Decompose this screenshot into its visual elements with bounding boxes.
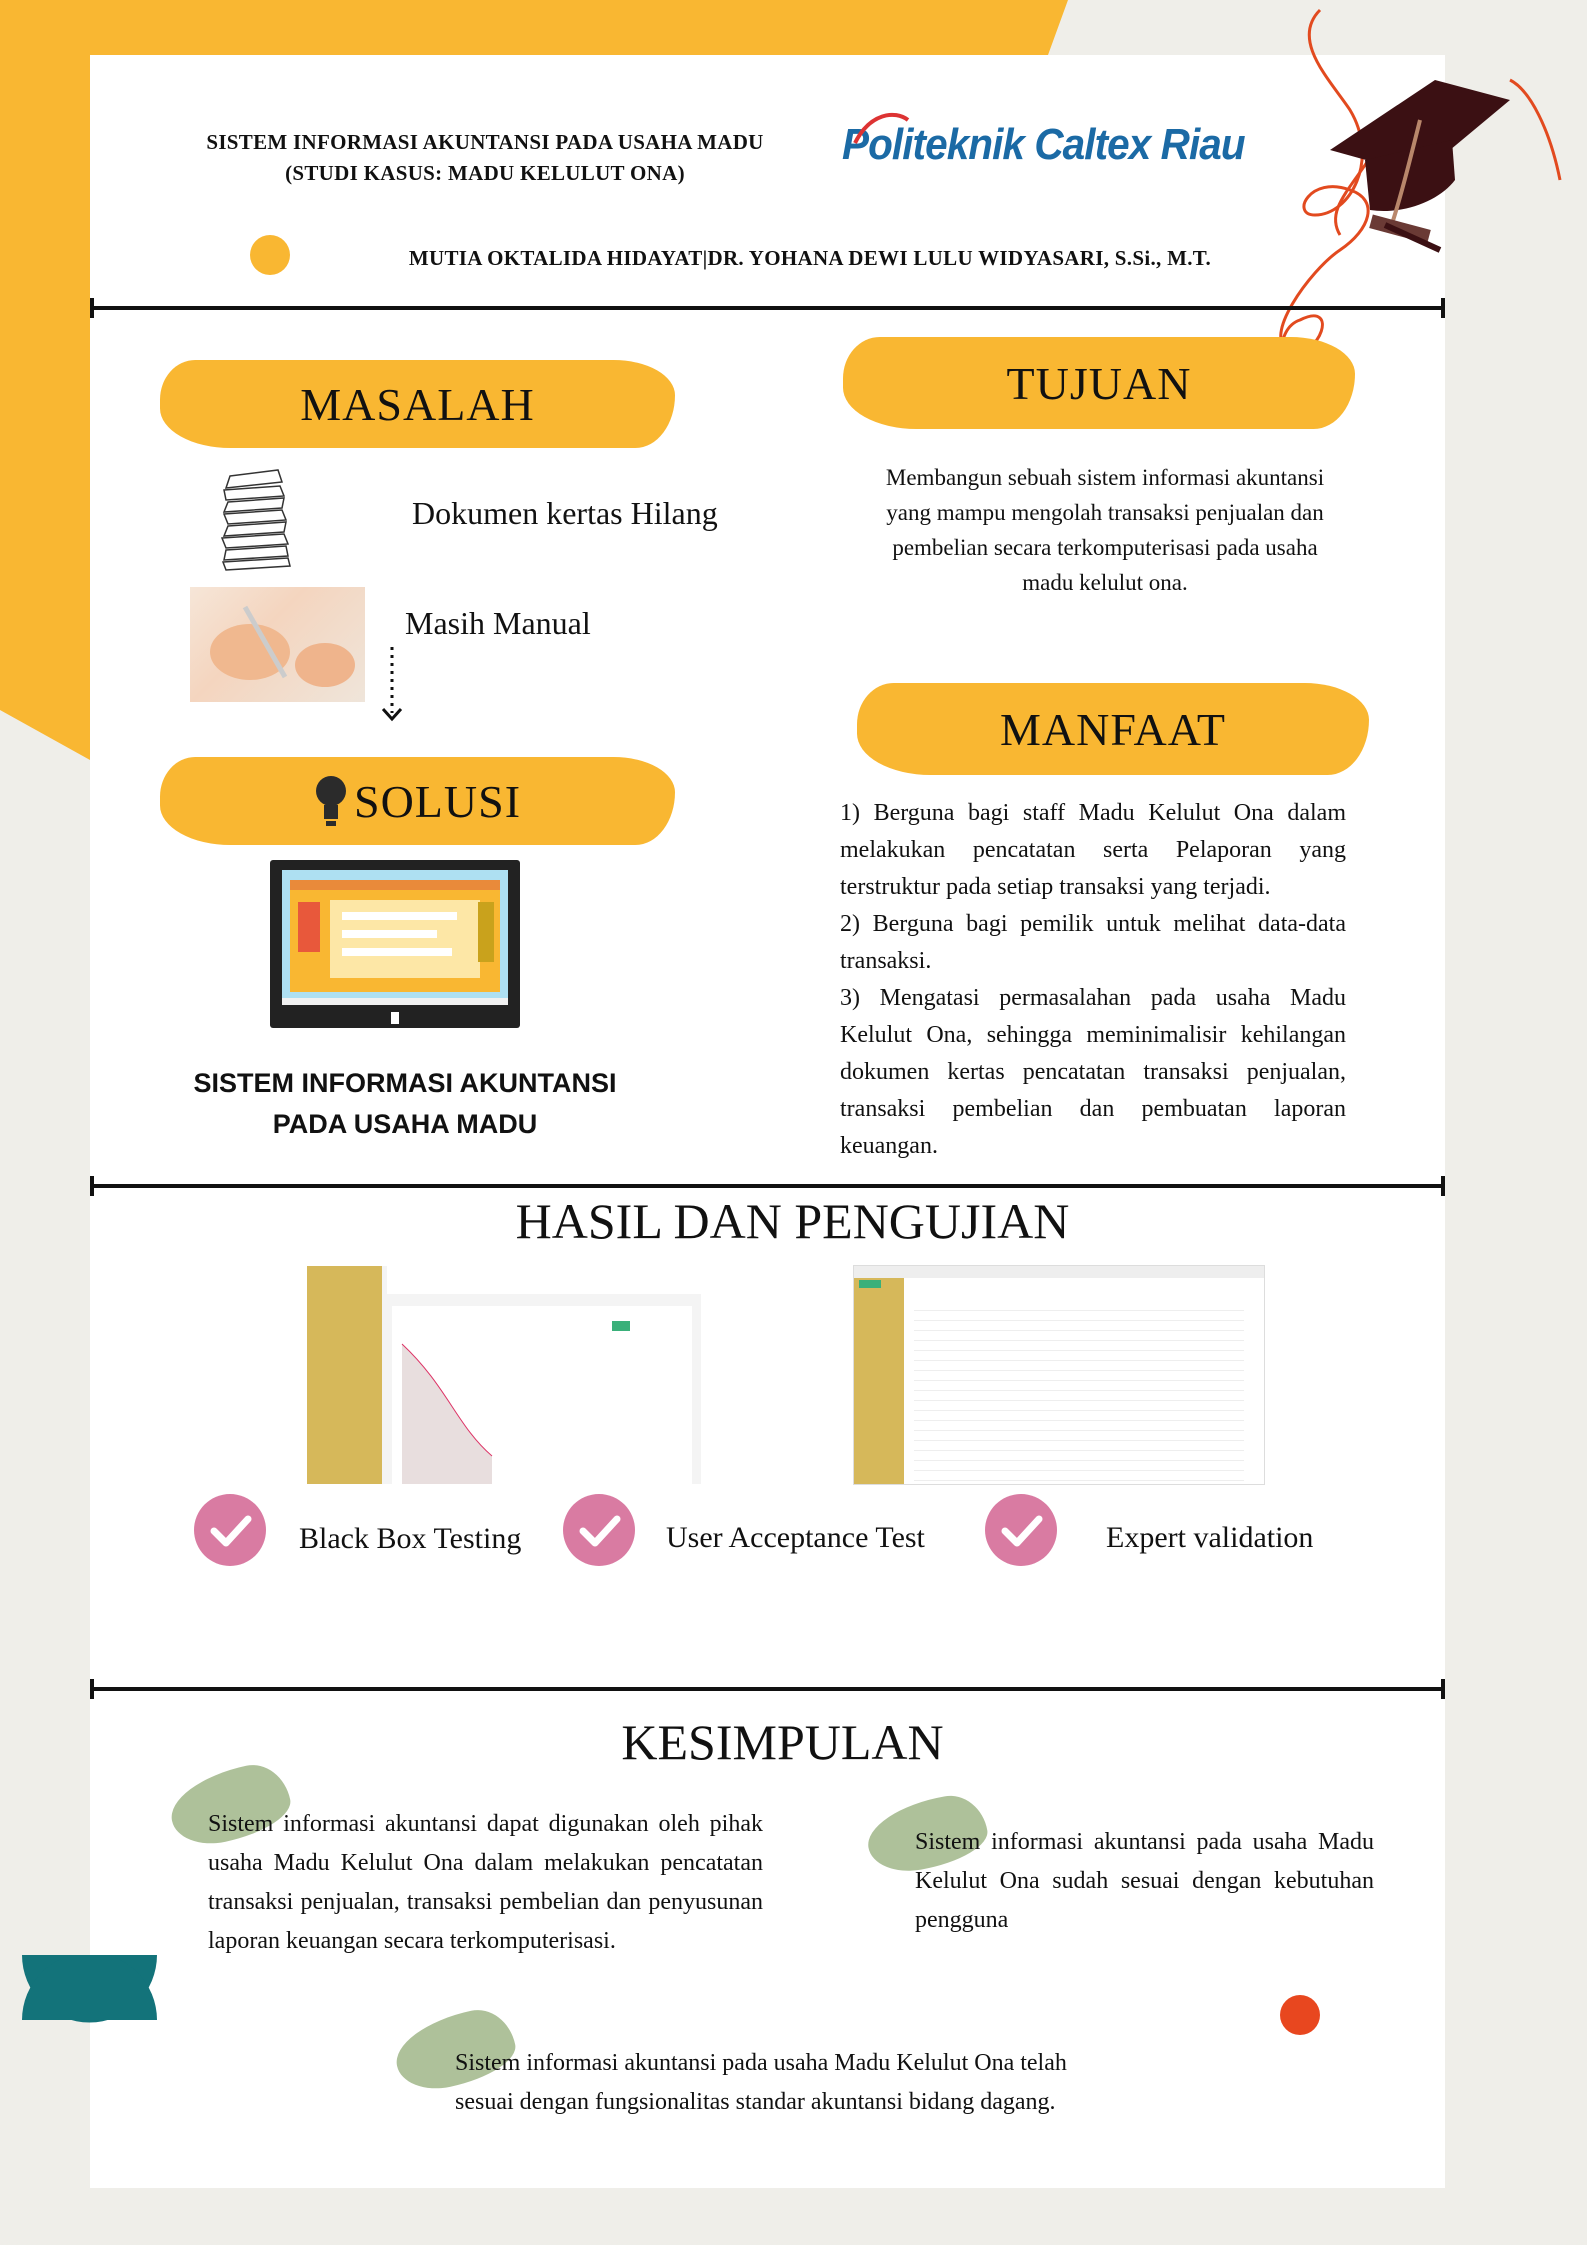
arrow-down-icon — [380, 645, 404, 725]
check-icon-3 — [985, 1494, 1057, 1566]
solusi-caption-line-2: PADA USAHA MADU — [272, 1109, 538, 1139]
tujuan-heading: TUJUAN — [843, 337, 1355, 429]
poster-title — [160, 130, 810, 186]
solusi-caption — [150, 1063, 660, 1145]
title-line-1: SISTEM INFORMASI AKUNTANSI PADA USAHA MADU — [206, 130, 764, 154]
tujuan-text — [845, 460, 1365, 600]
manfaat-text — [840, 795, 1346, 1165]
paper-stack-icon — [218, 462, 298, 572]
divider-middle — [90, 1184, 1445, 1188]
kesimpulan-point-1: Sistem informasi akuntansi dapat digunakan oleh pihak usaha Madu Kelulut Ona dalam melakukan pencatatan transaksi penjualan, transaksi pembelian dan penyusunan laporan keuangan secara terkomputerisasi. — [208, 1811, 763, 1954]
lightbulb-icon — [314, 771, 348, 831]
masalah-item-1: Dokumen kertas Hilang — [412, 495, 718, 531]
authors: MUTIA OKTALIDA HIDAYAT|DR. YOHANA DEWI LULU WIDYASARI, S.Si., M.T. — [408, 246, 1212, 270]
red-dot — [1280, 1995, 1320, 2035]
computer-monitor-icon — [270, 860, 520, 1028]
teal-half-circles — [22, 1955, 159, 2090]
kesimpulan-point-3-line-1: Sistem informasi akuntansi pada usaha Madu Kelulut Ona telah — [455, 2050, 1067, 2076]
kesimpulan-point-2: Sistem informasi akuntansi pada usaha Madu Kelulut Ona sudah sesuai dengan kebutuhan pengguna — [915, 1829, 1374, 1933]
manfaat-point-3: 3) Mengatasi permasalahan pada usaha Madu Kelulut Ona, sehingga meminimalisir kehilangan dokumen kertas pencatatan transaksi penjualan, transaksi pembelian dan pembuatan laporan keuangan. — [840, 985, 1346, 1159]
solusi-heading-text: SOLUSI — [353, 775, 522, 827]
kesimpulan-point-3 — [455, 2044, 1215, 2122]
logo-text: Politeknik Caltex Riau — [842, 120, 1245, 169]
hand-pen-icon — [190, 587, 365, 702]
test-user-acceptance: User Acceptance Test — [666, 1521, 925, 1554]
check-icon-2 — [563, 1494, 635, 1566]
test-black-box: Black Box Testing — [299, 1522, 522, 1555]
solusi-caption-line-1: SISTEM INFORMASI AKUNTANSI — [193, 1068, 617, 1098]
test-expert-validation: Expert validation — [1106, 1521, 1314, 1554]
tujuan-line-3: pembelian secara terkomputerisasi pada usaha — [892, 535, 1318, 560]
divider-top — [90, 306, 1445, 310]
solusi-heading — [160, 757, 675, 845]
title-line-2: (STUDI KASUS: MADU KELULUT ONA) — [285, 161, 685, 185]
kesimpulan-heading: KESIMPULAN — [621, 1714, 944, 1770]
hasil-heading: HASIL DAN PENGUJIAN — [515, 1193, 1070, 1249]
tujuan-line-2: yang mampu mengolah transaksi penjualan dan — [886, 500, 1324, 525]
kesimpulan-point-3-line-2: sesuai dengan fungsionalitas standar akuntansi bidang dagang. — [455, 2089, 1056, 2115]
yellow-dot — [250, 235, 290, 275]
tujuan-line-4: madu kelulut ona. — [1022, 570, 1188, 595]
divider-bottom — [90, 1687, 1445, 1691]
writing-hand-image — [190, 587, 365, 702]
screenshot-laporan — [853, 1265, 1265, 1485]
manfaat-point-1: 1) Berguna bagi staff Madu Kelulut Ona dalam melakukan pencatatan serta Pelaporan yang terstruktur pada setiap transaksi yang terjadi. — [840, 800, 1346, 900]
logo-swoosh-icon — [850, 108, 910, 148]
check-icon-1 — [194, 1494, 266, 1566]
masalah-item-2: Masih Manual — [405, 605, 591, 641]
manfaat-point-2: 2) Berguna bagi pemilik untuk melihat data-data transaksi. — [840, 911, 1346, 974]
manfaat-heading: MANFAAT — [857, 683, 1369, 775]
masalah-heading: MASALAH — [160, 360, 675, 448]
screenshot-dashboard — [307, 1266, 701, 1484]
tujuan-line-1: Membangun sebuah sistem informasi akuntansi — [885, 465, 1325, 490]
